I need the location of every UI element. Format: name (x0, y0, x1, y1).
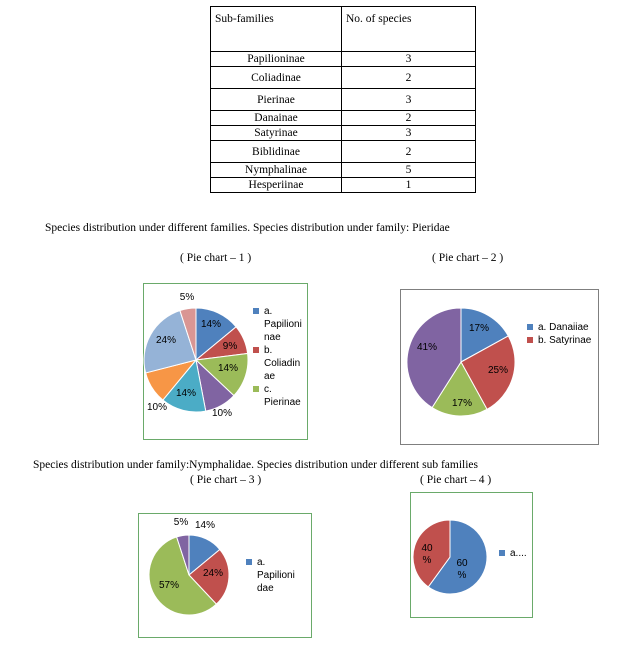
slice-label: 5% (173, 517, 189, 528)
slice-label: 17% (451, 398, 473, 409)
caption-families: Species distribution under different families. Species distribution under family: Pieridae (45, 222, 450, 234)
legend-label: b. Coliadin ae (264, 345, 301, 382)
legend-item (499, 547, 529, 560)
slice-label: 14% (217, 363, 239, 374)
legend-label: b. Satyrinae (538, 335, 592, 346)
legend-item (253, 383, 303, 409)
species-count-cell: 3 (342, 52, 476, 67)
species-count-cell: 2 (342, 111, 476, 126)
pie-chart-3-legend (246, 556, 298, 595)
legend-label: c. Pierinae (264, 384, 301, 408)
slice-label: 60 % (456, 558, 468, 581)
legend-item (527, 321, 595, 334)
slice-label: 9% (222, 341, 238, 352)
pie-chart-4-legend (499, 547, 529, 560)
legend-swatch (499, 550, 505, 556)
slice-label: 14% (175, 388, 197, 399)
header-subfamilies: Sub-families (211, 7, 342, 52)
header-species-count: No. of species (342, 7, 476, 52)
subfamily-cell: Hesperiinae (211, 178, 342, 193)
caption-pie-1: ( Pie chart – 1 ) (180, 252, 252, 264)
subfamily-cell: Coliadinae (211, 67, 342, 89)
slice-label: 14% (194, 520, 216, 531)
species-count-cell: 3 (342, 126, 476, 141)
caption-pie-2: ( Pie chart – 2 ) (432, 252, 504, 264)
slice-label: 14% (200, 319, 222, 330)
legend-item (527, 334, 595, 347)
species-count-cell: 2 (342, 67, 476, 89)
legend-swatch (253, 347, 259, 353)
subfamily-cell: Pierinae (211, 89, 342, 111)
legend-item (253, 344, 303, 383)
caption-pie-4: ( Pie chart – 4 ) (420, 474, 492, 486)
species-count-cell: 5 (342, 163, 476, 178)
slice-label: 41% (416, 342, 438, 353)
slice-label: 10% (211, 408, 233, 419)
legend-swatch (527, 337, 533, 343)
subfamily-cell: Nymphalinae (211, 163, 342, 178)
subfamily-cell: Biblidinae (211, 141, 342, 163)
subfamily-cell: Satyrinae (211, 126, 342, 141)
species-count-cell: 3 (342, 89, 476, 111)
species-count-cell: 1 (342, 178, 476, 193)
slice-label: 17% (468, 323, 490, 334)
legend-label: a. Danaiiae (538, 322, 589, 333)
slice-label: 5% (179, 292, 195, 303)
slice-label: 25% (487, 365, 509, 376)
slice-label: 24% (155, 335, 177, 346)
species-count-cell: 2 (342, 141, 476, 163)
slice-label: 24% (202, 568, 224, 579)
pie-chart-2-legend (527, 321, 595, 347)
legend-item (246, 556, 298, 595)
legend-label: a. Papilioni dae (257, 557, 295, 594)
legend-swatch (253, 308, 259, 314)
legend-label: a. Papilioni nae (264, 306, 302, 343)
legend-item (253, 305, 303, 344)
legend-swatch (246, 559, 252, 565)
slice-label: 57% (158, 580, 180, 591)
caption-nymphalidae: Species distribution under family:Nymphalidae. Species distribution under different sub families (33, 459, 479, 471)
pie-chart-1-legend (253, 305, 303, 409)
legend-label: a.... (510, 548, 527, 559)
caption-pie-3: ( Pie chart – 3 ) (190, 474, 262, 486)
slice-label: 40 % (421, 543, 433, 566)
legend-swatch (253, 386, 259, 392)
subfamily-cell: Danainae (211, 111, 342, 126)
subfamily-cell: Papilioninae (211, 52, 342, 67)
slice-label: 10% (146, 402, 168, 413)
legend-swatch (527, 324, 533, 330)
